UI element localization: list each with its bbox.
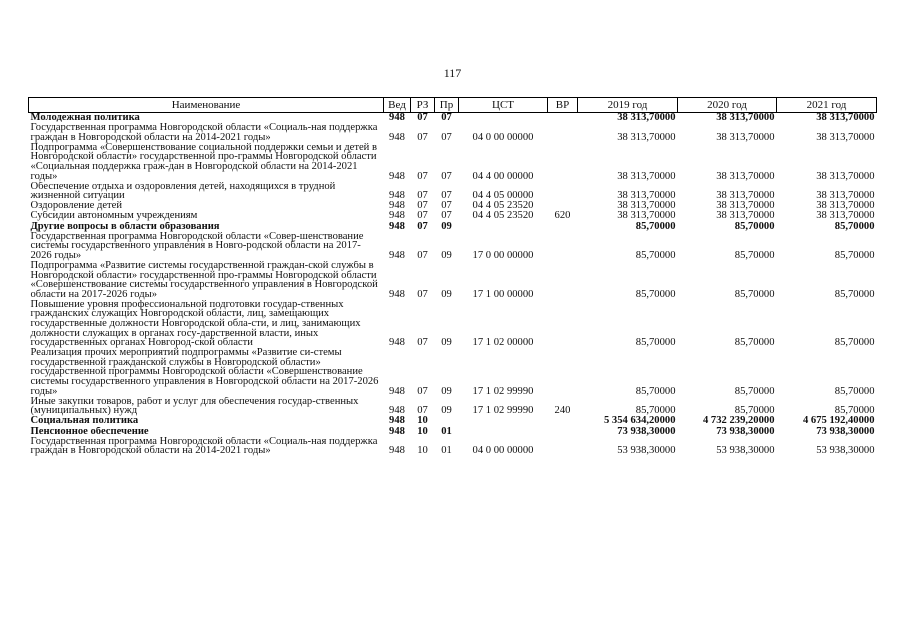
cell-cst [459, 222, 548, 232]
cell-cst: 17 1 02 00000 [472, 337, 534, 349]
cell-2021: 38 313,70000 [816, 201, 875, 212]
cell-name: Подпрограмма «Совершенствование социальной поддержки семьи и детей в Новгородской области» государственной про-граммы Новгородской области «Социальная поддержка граж-дан в Новгородской области на 2014-2021 годы» [30, 142, 377, 182]
cell-ved: 948 [389, 405, 405, 417]
cell-vr [548, 416, 578, 426]
cell-cst: 17 1 02 99990 [472, 405, 534, 417]
cell-2019: 85,70000 [635, 221, 676, 232]
cell-2020: 38 313,70000 [716, 112, 775, 123]
header-pr: Пр [435, 98, 459, 113]
cell-pr [435, 416, 459, 426]
cell-name: Подпрограмма «Развитие системы государственной граждан-ской службы в Новгородской области» государственной про-граммы Новгородской области «Совершенствование системы государственного управления в Новгородской области на 2017-2026 годы» [30, 260, 378, 300]
page-number: 117 [443, 66, 462, 80]
cell-2020: 85,70000 [734, 288, 775, 300]
cell-rz: 07 [417, 131, 428, 143]
cell-name: Обеспечение отдыха и оздоровления детей, находящихся в трудной жизненной ситуации [30, 181, 336, 202]
header-2021: 2021 год [777, 98, 877, 113]
cell-ved: 948 [389, 445, 405, 457]
cell-ved: 948 [389, 211, 405, 222]
cell-2021: 85,70000 [834, 221, 875, 232]
header-ved: Вед [384, 98, 411, 113]
cell-rz: 10 [417, 416, 428, 427]
cell-pr: 09 [441, 221, 452, 232]
table-row [29, 261, 877, 300]
cell-ved: 948 [389, 416, 405, 427]
table-row [29, 416, 877, 426]
cell-rz: 07 [417, 288, 428, 300]
cell-2020: 38 313,70000 [716, 131, 775, 143]
cell-pr: 09 [441, 385, 452, 397]
cell-ved: 948 [389, 385, 405, 397]
cell-rz: 07 [417, 337, 428, 349]
cell-ved: 948 [389, 112, 405, 123]
cell-2021: 85,70000 [834, 249, 875, 261]
table-row [29, 123, 877, 143]
cell-cst: 04 0 00 00000 [472, 131, 534, 143]
table-row [29, 427, 877, 437]
cell-2019: 5 354 634,20000 [603, 416, 676, 427]
table-row [29, 201, 877, 211]
cell-pr: 07 [441, 211, 452, 222]
cell-vr [548, 143, 578, 182]
cell-ved: 948 [389, 201, 405, 212]
cell-vr [548, 123, 578, 143]
cell-ved: 948 [389, 190, 405, 202]
cell-vr [548, 201, 578, 211]
cell-cst: 17 0 00 00000 [472, 249, 534, 261]
cell-2021: 85,70000 [834, 288, 875, 300]
cell-vr [548, 113, 578, 124]
cell-rz: 07 [417, 405, 428, 417]
cell-name: Иные закупки товаров, работ и услуг для обеспечения государ-ственных (муниципальных) нужд [30, 396, 359, 417]
cell-vr [548, 348, 578, 396]
cell-vr: 620 [554, 211, 571, 222]
cell-2021: 85,70000 [834, 385, 875, 397]
cell-vr [548, 427, 578, 437]
cell-2019: 38 313,70000 [617, 170, 676, 182]
header-name: Наименование [29, 98, 384, 113]
cell-2019: 38 313,70000 [617, 190, 676, 202]
cell-rz: 07 [417, 190, 428, 202]
cell-name: Государственная программа Новгородской области «Совер-шенствование системы государственного управления в Новго-родской области на 2017-2026 годы» [30, 231, 364, 261]
table-row [29, 232, 877, 261]
cell-pr: 09 [441, 337, 452, 349]
cell-name: Социальная политика [30, 416, 139, 427]
cell-ved: 948 [389, 288, 405, 300]
cell-2020: 85,70000 [734, 221, 775, 232]
cell-rz: 07 [417, 221, 428, 232]
cell-2020: 73 938,30000 [716, 426, 775, 437]
header-cst: ЦСТ [459, 98, 548, 113]
cell-name: Субсидии автономным учреждениям [30, 211, 198, 222]
cell-2019: 53 938,30000 [617, 445, 676, 457]
table-row [29, 222, 877, 232]
cell-pr: 07 [441, 170, 452, 182]
budget-table [28, 97, 877, 456]
cell-cst: 17 1 02 99990 [472, 385, 534, 397]
cell-2019: 85,70000 [635, 385, 676, 397]
cell-cst: 04 0 00 00000 [472, 445, 534, 457]
cell-vr [548, 261, 578, 300]
table-row [29, 300, 877, 348]
header-vr: ВР [548, 98, 578, 113]
cell-cst: 04 4 05 23520 [472, 201, 534, 212]
cell-2021: 4 675 192,40000 [802, 416, 875, 427]
cell-2019: 85,70000 [635, 288, 676, 300]
cell-2021: 38 313,70000 [816, 131, 875, 143]
table-row [29, 182, 877, 202]
cell-pr: 09 [441, 405, 452, 417]
cell-ved: 948 [389, 426, 405, 437]
table-row [29, 113, 877, 124]
cell-2020: 85,70000 [734, 385, 775, 397]
cell-pr: 09 [441, 288, 452, 300]
table-body [29, 113, 877, 457]
cell-vr [548, 222, 578, 232]
table-row [29, 397, 877, 417]
cell-2019: 85,70000 [635, 405, 676, 417]
cell-rz: 07 [417, 211, 428, 222]
cell-2019: 38 313,70000 [617, 112, 676, 123]
cell-ved: 948 [389, 337, 405, 349]
cell-pr: 07 [441, 201, 452, 212]
cell-pr: 09 [441, 249, 452, 261]
cell-vr [548, 300, 578, 348]
table-row [29, 348, 877, 396]
header-row [29, 98, 877, 113]
cell-2020: 38 313,70000 [716, 201, 775, 212]
cell-rz: 07 [417, 201, 428, 212]
cell-cst: 04 4 00 00000 [472, 170, 534, 182]
cell-name: Другие вопросы в области образования [30, 221, 220, 232]
cell-vr [548, 182, 578, 202]
cell-name: Молодежная политика [30, 112, 140, 123]
cell-name: Государственная программа Новгородской области «Социаль-ная поддержка граждан в Новгородской области на 2014-2021 годы» [30, 436, 378, 457]
cell-2020: 4 732 239,20000 [702, 416, 775, 427]
cell-2019: 38 313,70000 [617, 131, 676, 143]
cell-ved: 948 [389, 221, 405, 232]
cell-2020: 53 938,30000 [716, 445, 775, 457]
cell-name: Пенсионное обеспечение [30, 426, 149, 437]
table-row [29, 437, 877, 457]
table-row [29, 211, 877, 221]
cell-name: Повышение уровня профессиональной подготовки государ-ственных гражданских служащих Новгородской области, лиц, замещающих государственные должности Новгородской обла-сти, и лиц, занимающих должности служащих в органах госу-дарственной власти, иных государственных органах Новгород-ской области [30, 299, 361, 349]
cell-2020: 85,70000 [734, 405, 775, 417]
cell-pr: 07 [441, 131, 452, 143]
cell-pr: 07 [441, 112, 452, 123]
cell-cst: 04 4 05 00000 [472, 190, 534, 202]
cell-cst: 17 1 00 00000 [472, 288, 534, 300]
cell-pr: 07 [441, 190, 452, 202]
cell-name: Оздоровление детей [30, 201, 123, 212]
cell-2021: 38 313,70000 [816, 211, 875, 222]
cell-2020: 38 313,70000 [716, 190, 775, 202]
cell-ved: 948 [389, 170, 405, 182]
cell-cst [459, 416, 548, 426]
header-2019: 2019 год [578, 98, 678, 113]
header-2020: 2020 год [678, 98, 777, 113]
cell-2020: 85,70000 [734, 337, 775, 349]
cell-name: Реализация прочих мероприятий подпрограммы «Развитие си-стемы государственной гражданской службы в Новгородской области» государственной программы Новгородской области «Совершенствование системы государственного управления в Новгородской области на 2017-2026 годы» [30, 348, 379, 397]
cell-ved: 948 [389, 249, 405, 261]
cell-2019: 85,70000 [635, 249, 676, 261]
cell-2020: 85,70000 [734, 249, 775, 261]
cell-rz: 10 [417, 445, 428, 457]
cell-2019: 73 938,30000 [617, 426, 676, 437]
cell-rz: 07 [417, 385, 428, 397]
cell-vr [548, 232, 578, 261]
cell-name: Государственная программа Новгородской области «Социаль-ная поддержка граждан в Новгородской области на 2014-2021 годы» [30, 123, 378, 143]
cell-2021: 85,70000 [834, 405, 875, 417]
cell-vr [548, 437, 578, 457]
cell-2019: 38 313,70000 [617, 211, 676, 222]
cell-rz: 07 [417, 170, 428, 182]
cell-2020: 38 313,70000 [716, 170, 775, 182]
cell-2019: 38 313,70000 [617, 201, 676, 212]
cell-ved: 948 [389, 131, 405, 143]
cell-rz: 10 [417, 426, 428, 437]
table-row [29, 143, 877, 182]
cell-2021: 73 938,30000 [816, 426, 875, 437]
cell-2020: 38 313,70000 [716, 211, 775, 222]
cell-rz: 07 [417, 249, 428, 261]
cell-2021: 53 938,30000 [816, 445, 875, 457]
cell-2021: 38 313,70000 [816, 170, 875, 182]
cell-pr: 01 [441, 445, 452, 457]
cell-2021: 38 313,70000 [816, 112, 875, 123]
cell-2019: 85,70000 [635, 337, 676, 349]
cell-cst [459, 427, 548, 437]
cell-pr: 01 [441, 426, 452, 437]
header-rz: РЗ [411, 98, 435, 113]
cell-2021: 38 313,70000 [816, 190, 875, 202]
cell-cst [459, 113, 548, 124]
cell-rz: 07 [417, 112, 428, 123]
cell-cst: 04 4 05 23520 [472, 211, 534, 222]
cell-2021: 85,70000 [834, 337, 875, 349]
cell-vr: 240 [554, 405, 571, 417]
